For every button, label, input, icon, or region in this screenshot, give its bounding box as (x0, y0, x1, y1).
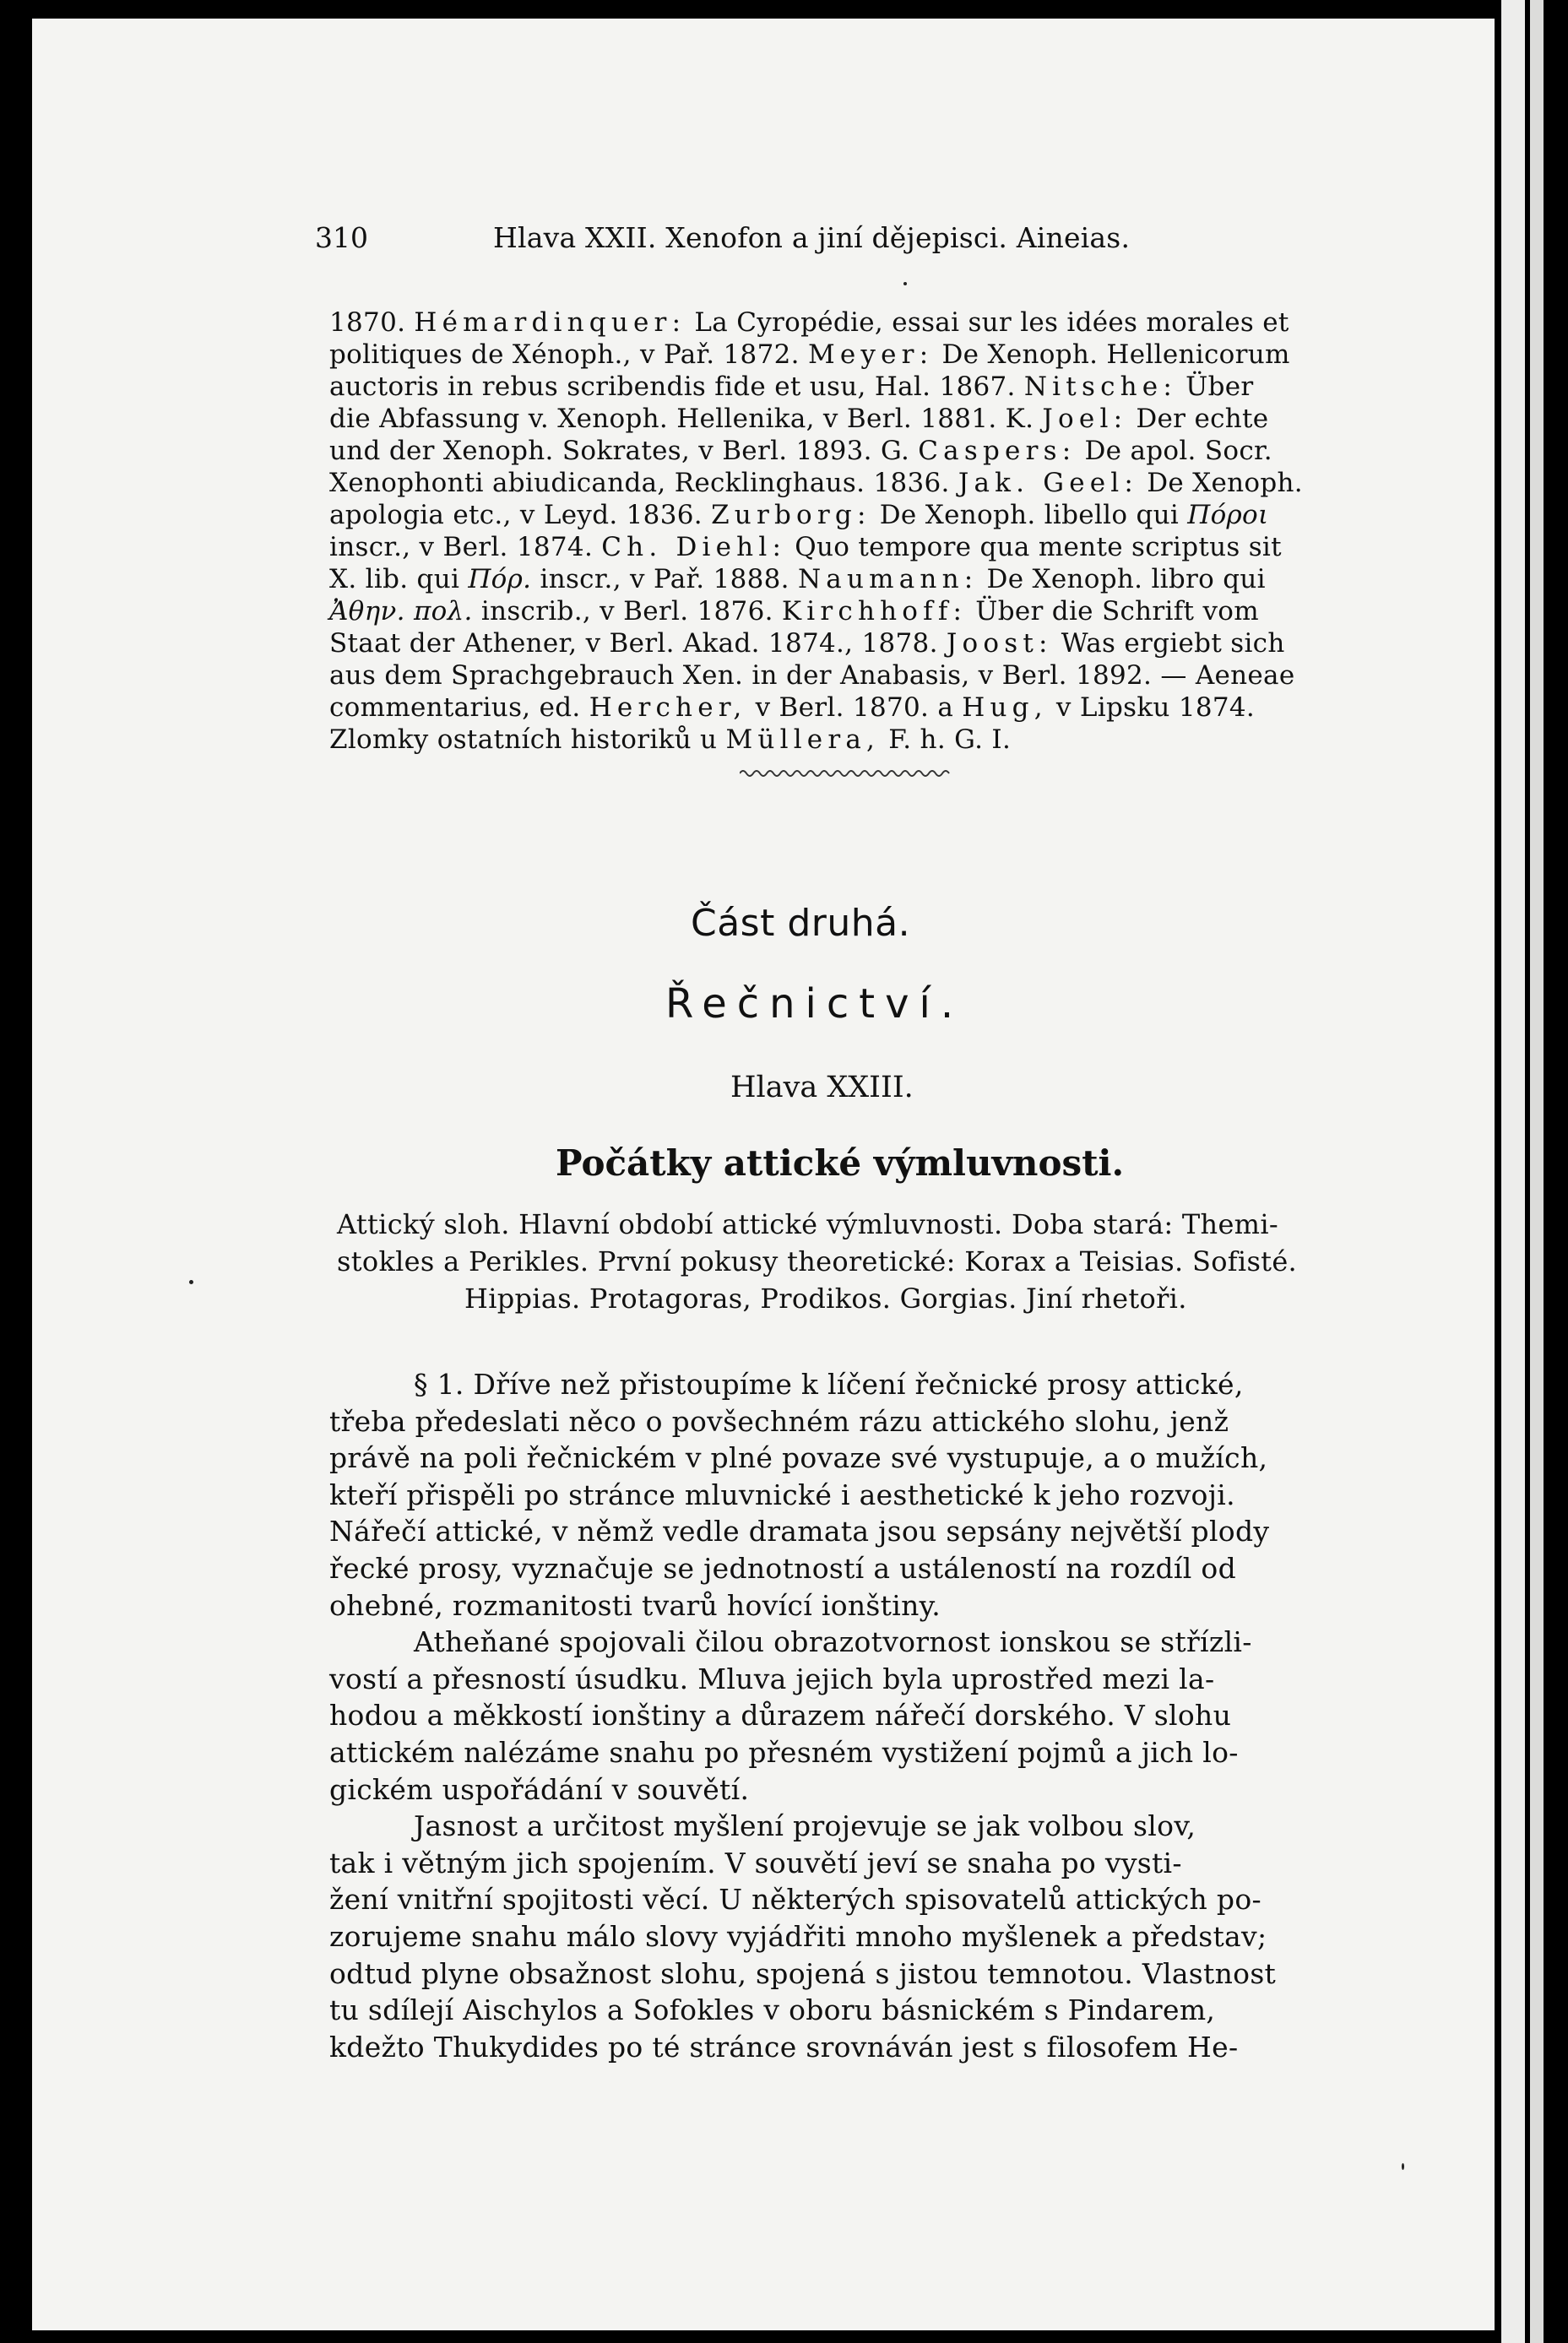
page-number: 310 (315, 221, 368, 254)
speck (1402, 2163, 1404, 2170)
bibliography-line (329, 338, 1290, 372)
body-line: Atheňané spojovali čilou obrazotvornost ionskou se střízli- (414, 1625, 1252, 1659)
author-name: Hémardinquer: (414, 307, 686, 338)
bibliography-line (329, 723, 1011, 757)
bib-text: Quo tempore qua mente scriptus sit (786, 532, 1282, 562)
author-name: Jak. Geel: (958, 468, 1139, 498)
book-page (32, 19, 1495, 2330)
bib-text: F. h. G. I. (880, 724, 1012, 755)
body-line: právě na poli řečnickém v plné povaze své vystupuje, a o mužích, (329, 1441, 1268, 1475)
greek-title: Πόρ. (468, 564, 532, 594)
bibliography-line (329, 530, 1282, 564)
body-line: vostí a přesností úsudku. Mluva jejich byla uprostřed mezi la- (329, 1662, 1215, 1695)
author-name: Joost: (946, 628, 1053, 659)
bibliography-line (329, 691, 1255, 724)
bibliography-line (329, 306, 1289, 339)
bib-text: X. lib. qui (329, 564, 469, 594)
body-text (329, 1366, 1393, 2092)
chapter-summary (337, 1207, 1392, 1334)
bib-text: commentarius, ed. (329, 692, 589, 723)
body-line: odtud plyne obsažnost slohu, spojená s jistou temnotou. Vlastnost (329, 1956, 1277, 1990)
chapter-number: Hlava XXIII. (730, 1071, 914, 1104)
speck (903, 282, 907, 285)
body-line: řecké prosy, vyznačuje se jednotností a ustáleností na rozdíl od (329, 1552, 1237, 1585)
chapter-title: Počátky attické výmluvnosti. (556, 1142, 1125, 1184)
body-line: tu sdílejí Aischylos a Sofokles v oboru básnickém s Pindarem, (329, 1993, 1216, 2027)
bib-text: Staat der Athener, v Berl. Akad. 1874., 1878. (329, 628, 947, 659)
body-line: tak i větným jich spojením. V souvětí jeví se snaha po vysti- (329, 1846, 1182, 1879)
section-title: Řečnictví. (665, 980, 964, 1028)
bib-text: Der echte (1127, 404, 1269, 434)
author-name: Zurborg: (711, 500, 871, 530)
bib-text: Xenophonti abiudicanda, Recklinghaus. 1836. (329, 468, 958, 498)
running-head: Hlava XXII. Xenofon a jiní dějepisci. Aineias. (493, 221, 1131, 254)
summary-line: Hippias. Protagoras, Prodikos. Gorgias. Jiní rhetoři. (464, 1283, 1187, 1315)
bib-text: v Lipsku 1874. (1047, 692, 1256, 723)
body-line: ohebné, rozmanitosti tvarů hovící ionštiny. (329, 1588, 941, 1622)
body-line: žení vnitřní spojitosti věcí. U některých spisovatelů attických po- (329, 1883, 1261, 1917)
bib-text: apologia etc., v Leyd. 1836. (329, 500, 712, 530)
author-name: Naumann: (797, 564, 979, 594)
bib-text: politiques de Xénoph., v Pař. 1872. (329, 339, 808, 370)
bib-text: auctoris in rebus scribendis fide et usu, Hal. 1867. (329, 372, 1024, 402)
author-name: Hug, (962, 692, 1048, 723)
greek-title: Ἀθην. πολ. (329, 596, 473, 626)
body-line: třeba předeslati něco o povšechném rázu attického slohu, jenž (329, 1404, 1229, 1438)
bib-text: inscr., v Pař. 1888. (531, 564, 798, 594)
body-line: Nářečí attické, v němž vedle dramata jsou sepsány největší plody (329, 1515, 1270, 1548)
bib-text: und der Xenoph. Sokrates, v Berl. 1893. G. (329, 436, 919, 466)
bib-text: 1870. (329, 307, 415, 338)
scan-edge (1530, 0, 1544, 2343)
bib-text: v Berl. 1870. a (746, 692, 963, 723)
bib-text: aus dem Sprachgebrauch Xen. in der Anabasis, v Berl. 1892. — Aeneae (329, 660, 1295, 691)
bibliography-line (329, 498, 1268, 532)
ornament-divider (740, 768, 952, 778)
author-name: Hercher, (589, 692, 747, 723)
bibliography-line (329, 434, 1272, 468)
body-line: Jasnost a určitost myšlení projevuje se jak volbou slov, (414, 1809, 1196, 1843)
bib-text: Über (1176, 372, 1254, 402)
bib-text: La Cyropédie, essai sur les idées morales et (686, 307, 1289, 338)
bibliography-line (329, 562, 1266, 596)
body-line: zorujeme snahu málo slovy vyjádřiti mnoho myšlenek a představ; (329, 1920, 1267, 1953)
bibliography-line (329, 370, 1253, 404)
body-line: gickém uspořádání v souvětí. (329, 1772, 750, 1806)
bib-text: De Xenoph. libello qui (871, 500, 1188, 530)
body-line: § 1. Dříve než přistoupíme k líčení řečnické prosy attické, (414, 1368, 1244, 1401)
bib-text: die Abfassung v. Xenoph. Hellenika, v Berl. 1881. K. (329, 404, 1043, 434)
author-name: Müllera, (725, 724, 881, 755)
part-heading: Část druhá. (691, 902, 911, 945)
author-name: Caspers: (918, 436, 1077, 466)
bib-text: Zlomky ostatních historiků u (329, 724, 726, 755)
bib-text: Über die Schrift vom (967, 596, 1259, 626)
bibliography-line (329, 402, 1268, 436)
summary-line: Attický sloh. Hlavní období attické výmluvnosti. Doba stará: Themi- (337, 1208, 1278, 1240)
bibliography-line (329, 626, 1285, 660)
author-name: Ch. Diehl: (601, 532, 787, 562)
scan-edge (1501, 0, 1525, 2343)
bibliography-line (329, 594, 1259, 628)
author-name: Nitsche: (1023, 372, 1177, 402)
bib-text: inscr., v Berl. 1874. (329, 532, 602, 562)
bib-text: inscrib., v Berl. 1876. (472, 596, 782, 626)
bib-text: De Xenoph. Hellenicorum (933, 339, 1290, 370)
bibliography-line (329, 466, 1303, 500)
body-line: hodou a měkkostí ionštiny a důrazem nářečí dorského. V slohu (329, 1699, 1232, 1733)
author-name: Joel: (1042, 404, 1128, 434)
body-line: kteří přispěli po stránce mluvnické i aesthetické k jeho rozvoji. (329, 1478, 1235, 1511)
bib-text: De Xenoph. libro qui (978, 564, 1266, 594)
body-line: attickém nalézáme snahu po přesném vystižení pojmů a jich lo- (329, 1736, 1239, 1769)
bibliography (329, 306, 1402, 778)
bib-text: Was ergiebt sich (1052, 628, 1285, 659)
bibliography-line (329, 659, 1295, 692)
author-name: Meyer: (807, 339, 934, 370)
speck (189, 1280, 193, 1284)
bib-text: De apol. Socr. (1076, 436, 1272, 466)
greek-title: Πόροι (1187, 500, 1269, 530)
author-name: Kirchhoff: (781, 596, 968, 626)
bib-text: De Xenoph. (1138, 468, 1303, 498)
summary-line: stokles a Perikles. První pokusy theoretické: Korax a Teisias. Sofisté. (337, 1245, 1298, 1277)
body-line: kdežto Thukydides po té stránce srovnáván jest s filosofem He- (329, 2030, 1239, 2064)
